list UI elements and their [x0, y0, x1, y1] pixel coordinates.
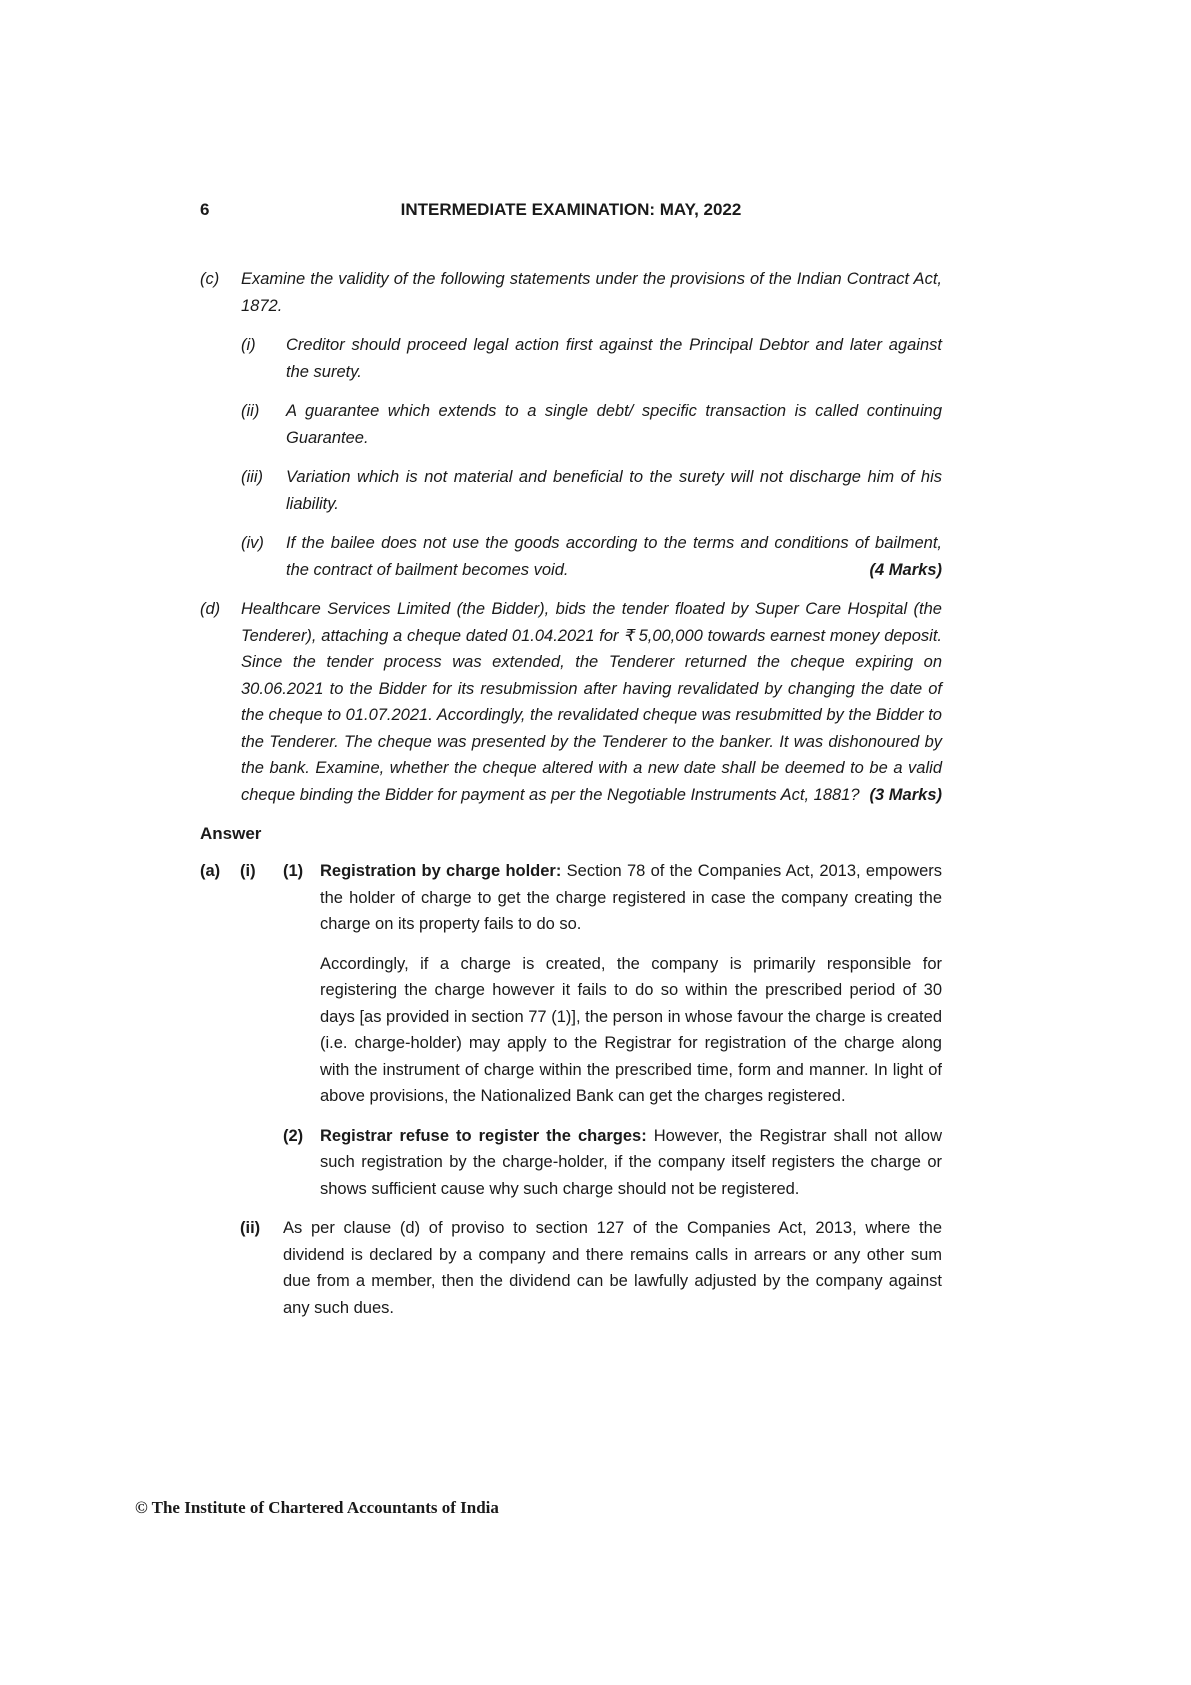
item-label: (ii) — [241, 402, 260, 420]
item-label: (iv) — [241, 534, 264, 552]
answer-ii-label: (ii) — [240, 1219, 261, 1237]
answer-point-1 — [283, 858, 942, 1110]
point-label: (1) — [283, 862, 304, 880]
question-d — [200, 596, 942, 808]
answer-i-body — [283, 858, 942, 1215]
item-text-wrap — [286, 530, 942, 583]
page-header — [200, 200, 942, 222]
point-para-2: Accordingly, if a charge is created, the company is primarily responsible for registering the charge however it fails to do so within the prescribed period of 30 days [as provided in section 77 (1)], the person in whose favour the charge is created (i.e. charge-holder) may apply to the Registrar for registration of the charge along with the instrument of charge within the prescribed time, form and manner. In light of above provisions, the Nationalized Bank can get the charges registered. — [320, 954, 942, 1105]
page-title: INTERMEDIATE EXAMINATION: MAY, 2022 — [400, 200, 742, 219]
page-content — [200, 200, 942, 1334]
answer-a-i — [240, 858, 942, 1215]
question-d-body — [241, 596, 942, 808]
question-c — [200, 266, 942, 583]
question-c-label: (c) — [200, 270, 220, 288]
point-body — [320, 1123, 942, 1203]
point-label: (2) — [283, 1126, 304, 1145]
question-c-intro: Examine the validity of the following statements under the provisions of the Indian Contract Act, 1872. — [241, 270, 942, 315]
marks-badge: (3 Marks) — [862, 782, 942, 809]
point-bold-lead: Registration by charge holder: — [320, 862, 562, 880]
question-d-label: (d) — [200, 600, 221, 618]
footer-copyright: © The Institute of Chartered Accountants of India — [135, 1498, 499, 1517]
point-bold-lead: Registrar refuse to register the charges: — [320, 1126, 647, 1145]
answer-ii-text: As per clause (d) of proviso to section 127 of the Companies Act, 2013, where the dividend is declared by a company and there remains calls in arrears or any other sum due from a member, then the dividend can be lawfully adjusted by the company against any such dues. — [283, 1219, 942, 1317]
page-number: 6 — [200, 200, 210, 219]
question-c-item-iv — [241, 530, 942, 583]
item-label: (iii) — [241, 468, 263, 486]
question-d-text: Healthcare Services Limited (the Bidder), bids the tender floated by Super Care Hospital (the Tenderer), attaching a cheque dated 01.04.2021 for ₹ 5,00,000 towards earnest money deposit. Since the tender process was extended, the Tenderer returned the cheque expiring on 30.06.2021 to the Bidder for its resubmission after having revalidated by changing the date of the cheque to 01.07.2021. Accordingly, the revalidated cheque was resubmitted by the Bidder to the Tenderer. The cheque was presented by the Tenderer to the banker. It was dishonoured by the bank. Examine, whether the cheque altered with a new date shall be deemed to be a valid cheque binding the Bidder for payment as per the Negotiable Instruments Act, 1881? — [241, 600, 942, 804]
question-c-item-iii — [241, 464, 942, 517]
item-label: (i) — [241, 336, 256, 354]
point-body — [320, 858, 942, 1110]
marks-badge: (4 Marks) — [862, 557, 942, 584]
answer-a — [200, 858, 942, 1321]
question-c-body — [241, 266, 942, 583]
answer-point-2 — [283, 1123, 942, 1203]
question-c-item-i — [241, 332, 942, 385]
answer-i-label: (i) — [240, 862, 256, 880]
item-text: A guarantee which extends to a single debt/ specific transaction is called continuing Guarantee. — [286, 402, 942, 447]
answer-a-ii — [240, 1215, 942, 1321]
answer-a-label: (a) — [200, 862, 221, 880]
answer-heading: Answer — [200, 824, 262, 843]
question-c-item-ii — [241, 398, 942, 451]
point-para-1 — [320, 858, 942, 938]
point-text: However, the Registrar shall not allow such registration by the charge-holder, if the company itself registers the charge or shows sufficient cause why such charge should not be registered. — [320, 1126, 942, 1198]
answer-a-body — [240, 858, 942, 1321]
item-text: Variation which is not material and beneficial to the surety will not discharge him of his liability. — [286, 468, 942, 513]
item-text: If the bailee does not use the goods according to the terms and conditions of bailment, the contract of bailment becomes void. — [286, 534, 942, 579]
point-text: Section 78 of the Companies Act, 2013, empowers the holder of charge to get the charge registered in case the company creating the charge on its property fails to do so. — [320, 862, 942, 933]
item-text: Creditor should proceed legal action first against the Principal Debtor and later against the surety. — [286, 336, 942, 381]
